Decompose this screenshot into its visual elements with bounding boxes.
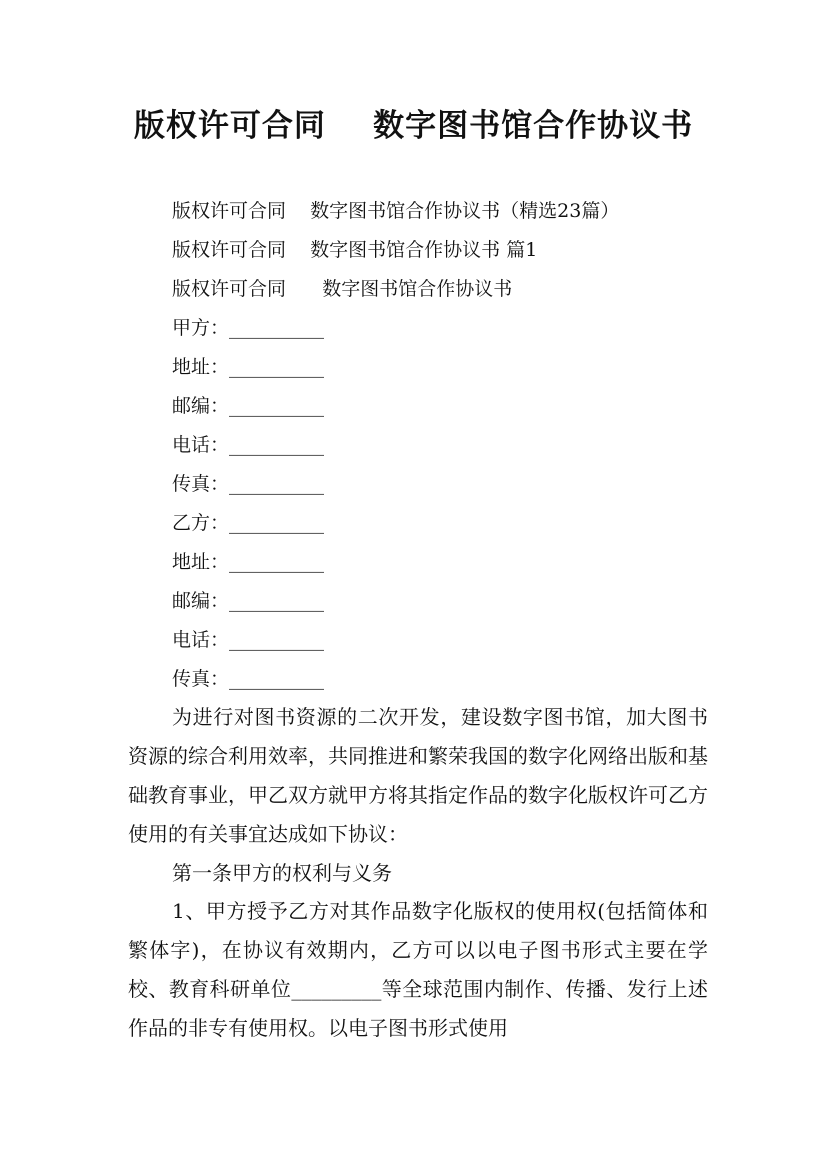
intro-paragraph: 为进行对图书资源的二次开发，建设数字图书馆，加大图书资源的综合利用效率，共同推进和繁荣我国的数字化网络出版和基础教育事业，甲乙双方就甲方将其指定作品的数字化版权许可乙方使用的有关事宜达成如下协议： — [128, 705, 708, 846]
party-b-address-field: 地址：__________ — [172, 551, 325, 573]
party-a-name-field: 甲方：__________ — [172, 317, 325, 339]
party-b-postcode-field: 邮编：__________ — [172, 590, 325, 612]
section-heading: 版权许可合同 数字图书馆合作协议书 篇1 — [172, 239, 538, 261]
document-title: 版权许可合同 数字图书馆合作协议书 — [133, 108, 694, 144]
article-1-item-1: 1、甲方授予乙方对其作品数字化版权的使用权(包括简体和繁体字)，在协议有效期内，乙方可以以电子图书形式主要在学校、教育科研单位_________等全球范围内制作、传播、发行上述作品的非专有使用权。以电子图书形式使用 — [128, 899, 708, 1040]
party-b-phone-field: 电话：__________ — [172, 629, 325, 651]
document-subtitle: 版权许可合同 数字图书馆合作协议书（精选23篇） — [172, 200, 620, 222]
section-title: 版权许可合同 数字图书馆合作协议书 — [172, 278, 513, 300]
party-a-phone-field: 电话：__________ — [172, 434, 325, 456]
party-b-name-field: 乙方：__________ — [172, 512, 325, 534]
party-a-address-field: 地址：__________ — [172, 356, 325, 378]
party-a-fax-field: 传真：__________ — [172, 473, 325, 495]
party-a-postcode-field: 邮编：__________ — [172, 395, 325, 417]
article-1-heading: 第一条甲方的权利与义务 — [172, 861, 392, 885]
party-b-fax-field: 传真：__________ — [172, 668, 325, 690]
